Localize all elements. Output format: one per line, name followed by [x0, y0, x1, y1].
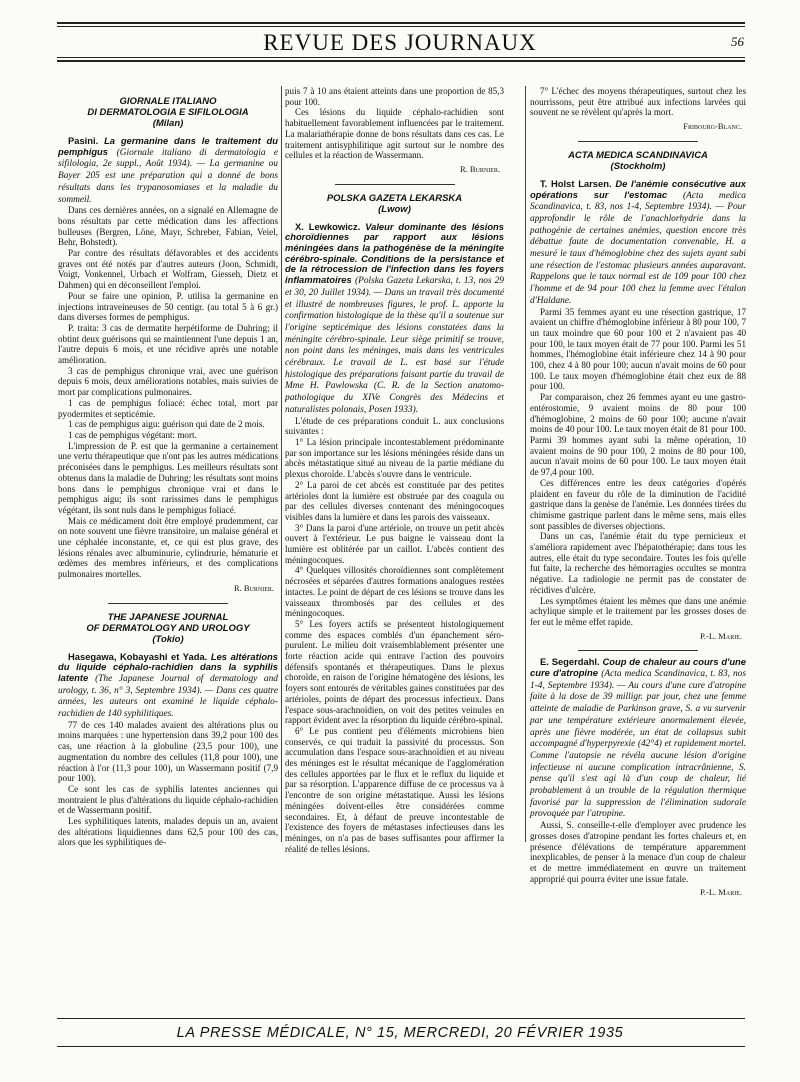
- article-abstract: [58, 652, 278, 720]
- article-reference: (Giornale italiano di dermatologia e sifilologia, 2e suppl., Août 1934). — La germanine ou Bayer 205 est une préparation qui a donné de bons résultats dans les trypanosomiases et la maladie du sommeil.: [58, 147, 278, 205]
- journal-heading: THE JAPANESE JOURNAL OF DERMATOLOGY AND UROLOGY (Tokio): [86, 611, 250, 645]
- header-rule-bottom-thin: [57, 57, 745, 58]
- footer-rule-top: [57, 1018, 745, 1019]
- paragraph: Dans ces dernières années, on a signalé en Allemagne de bons résultats par cette médication dans les affections bulleuses (Bergren, Löne, Mayr, Schreber, Fabian, Veiel, Behr, Bohstedt).: [58, 205, 278, 248]
- header-rule-bottom-thick: [57, 60, 745, 62]
- paragraph: P. traita: 3 cas de dermatite herpétiforme de Duhring; il obtint deux guérisons qui se maintiennent l'une depuis 1 an, l'autre depuis 6 mois, et une récidive après une notable amélioration.: [58, 322, 278, 366]
- header-rule-top-thin: [57, 26, 745, 27]
- paragraph: Dans un cas, l'anémie était du type pernicieux et s'améliora rapidement avec l'hépatothérapie; dans tous les autres, elle était du type secondaire. Toutes les fois qu'elle fut faite, la recherche des hémorragies occultes se montra négative. La radiologie ne permit pas de constater de récidives d'ulcère.: [530, 531, 746, 595]
- paragraph: 77 de ces 140 malades avaient des altérations plus ou moins marquées : une hypertension dans 39,2 pour 100 des cas, une réaction à la globuline (23,5 pour 100), une augmentation du nombre des cellules (11,8 pour 100), une réaction à l'or (11,3 pour 100), un Wassermann positif (7,9 pour 100).: [58, 719, 278, 784]
- column-right: [530, 86, 746, 906]
- section-separator: [335, 184, 455, 185]
- column-left: [58, 86, 278, 848]
- column-divider-right: [525, 86, 526, 842]
- article-author: X. Lewkowicz.: [295, 220, 361, 232]
- article-reference: (Acta medica Scandinavica, t. 83, nos 1-4, Septembre 1934). — Au cours d'une cure d'atropine faite à la dose de 39 milligr. par jour, chez une femme atteinte de maladie de Parkinson grave, S. a vu survenir par une température extérieure anormalement élevée, après une fièvre modérée, un état de collapsus subit accompagné d'hyperpyrexie (42°4) et rapidement mortel. Comme l'autopsie ne révéla aucune lésion d'origine infectieuse ni aucune complication intracrânienne, S. pense qu'il s'est agi là d'un coup de chaleur, lié probablement à un trouble de la régulation thermique favorisé par la suppression de l'élimination sudorale provoquée par l'atropine.: [530, 669, 746, 820]
- author-signature: R. Burnier.: [233, 582, 274, 593]
- article-author: Hasegawa, Kobayashi et Yada.: [68, 650, 208, 662]
- article-title: Coup de chaleur au cours d'une cure d'atropine: [530, 656, 747, 679]
- paragraph: Mais ce médicament doit être employé prudemment, car on note souvent une fièvre transitoire, un malaise général et une céphalée inconstante, et, ce qui est plus grave, des lésions rénales avec albuminurie, cylindrurie, hématurie et œdèmes des membres inférieurs, et des complications pulmonaires mortelles.: [58, 515, 278, 580]
- column-middle: [285, 86, 504, 854]
- article-title: La germanine dans le traitement du pemphigus: [58, 135, 278, 157]
- journal-heading: POLSKA GAZETA LEKARSKA (Lwow): [326, 192, 463, 215]
- header-rule-top-thick: [57, 22, 745, 24]
- article-abstract: [530, 657, 746, 820]
- paragraph: 2° La paroi de cet abcès est constituée par des petites artérioles dont la lumière est obstruée par des coagula ou par des cellules diverses contenant des méningocoques visibles dans la lumière et dans les parois des vaisseaux.: [285, 479, 504, 522]
- page-number: 56: [731, 34, 744, 49]
- paragraph: 3° Dans la paroi d'une artériole, on trouve un petit abcès ouvert à l'extérieur. Le pus baigne le vaisseau dont la lumière est oblitérée par un caillot. L'abcès contient des méningocoques.: [285, 522, 504, 565]
- article-reference: (Polska Gazeta Lekarska, t. 13, nos 29 et 30, 20 Juillet 1934). — Dans un travail très documenté et illustré de nombreuses figures, le prof. L. apporte la confirmation histologique de la thèse qu'il a soutenue sur l'origine septicémique des lésions constatées dans la méningite cérébro-spinale. Leur siège primitif se trouve, non point dans les méninges, mais dans les ventricules cérébraux. Le travail de L. est basé sur l'étude histologique des préparations faisant partie du travail de Mme H. Pawlowska (C. R. de la Section anatomo-pathologique du XIVe Congrès des Médecins et naturalistes polonais, Posen 1933).: [285, 276, 504, 415]
- paragraph: puis 7 à 10 ans étaient atteints dans une proportion de 85,3 pour 100.: [285, 86, 504, 107]
- article-author: E. Segerdahl.: [540, 656, 600, 668]
- section-separator: [578, 650, 698, 651]
- article-author: Pasini.: [68, 135, 99, 146]
- paragraph: Aussi, S. conseille-t-elle d'employer avec prudence les grosses doses d'atropine pendant les fortes chaleurs et, en présence d'élévations de température apparemment inexplicables, de penser à la menace d'un coup de chaleur et de mettre immédiatement en œuvre un traitement approprié qui pourra éviter une issue fatale.: [530, 820, 746, 884]
- paragraph: L'impression de P. est que la germanine a certainement une vertu thérapeutique que n'ont pas les autres médications préconisées dans le pemphigus. Les meilleurs résultats sont obtenus dans la maladie de Duhring; les résultats sont moins bons dans le pemphigus chronique vrai et dans le pemphigus aigu; ils sont rarissimes dans le pemphigus végétant, ils sont nuls dans le pemphigus foliacé.: [58, 440, 278, 515]
- paragraph: 7° L'échec des moyens thérapeutiques, surtout chez les nourrissons, peut être attribué aux infections larvées qui souvent ne se révèlent qu'après la mort.: [530, 86, 746, 118]
- journal-heading: ACTA MEDICA SCANDINAVICA (Stockholm): [568, 149, 708, 172]
- section-separator: [578, 141, 698, 142]
- page-header-title: REVUE DES JOURNAUX: [263, 30, 537, 55]
- page-footer: LA PRESSE MÉDICALE, N° 15, MERCREDI, 20 FÉVRIER 1935: [176, 1025, 624, 1041]
- journal-heading: GIORNALE ITALIANO DI DERMATOLOGIA E SIFILOLOGIA (Milan): [87, 96, 249, 129]
- paragraph: L'étude de ces préparations conduit L. aux conclusions suivantes :: [285, 415, 504, 437]
- article-title: De l'anémie consécutive aux opérations sur l'estomac: [530, 177, 746, 200]
- paragraph: Ce sont les cas de syphilis latentes anciennes qui montraient le plus d'altérations du liquide céphalo-rachidien et de Wassermann positif.: [58, 783, 278, 816]
- paragraph: 1 cas de pemphigus aigu: guérison qui date de 2 mois.: [68, 419, 265, 430]
- footer-rule-bottom: [57, 1046, 745, 1047]
- paragraph: Les symptômes étaient les mêmes que dans une anémie achylique simple et le traitement par les grosses doses de fer eut le même effet rapide.: [530, 595, 746, 627]
- paragraph: Pour se faire une opinion, P. utilisa la germanine en injections intraveineuses de 50 centigr. (au total 5 à 6 gr.) dans diverses formes de pemphigus.: [58, 290, 278, 323]
- article-abstract: [58, 136, 278, 205]
- paragraph: 3 cas de pemphigus chronique vrai, avec une guérison depuis 6 mois, deux améliorations notables, mais suivies de mort par complications pulmonaires.: [58, 365, 278, 398]
- section-separator: [108, 603, 228, 604]
- author-signature: P.-L. Marie.: [700, 887, 742, 898]
- author-signature: Fribourg-Blanc.: [683, 121, 742, 132]
- paragraph: 6° Le pus contient peu d'éléments microbiens bien conservés, ce qui traduit la passivité du processus. Son accumulation dans l'espace sous-arachnoïdien et au niveau des méninges est le résultat mécanique de l'agglomération des cellules apportées par le flux et le reflux du liquide et par sa résorption. L'apparence diffuse de ce processus va à l'encontre de son origine métastatique. Aussi les lésions méningées doivent-elles être considérées comme secondaires. Et, à défaut de preuve incontestable de l'existence des foyers de métastases infectieuses dans les méninges, on n'a pas de bases suffisantes pour affirmer la réalité de telles lésions.: [285, 725, 504, 854]
- paragraph: Par contre des résultats défavorables et des accidents graves ont été notés par d'autres auteurs (Joon, Schmidt, Voigt, Vonkennel, Urbach et Wolfram, Giesseh, Dietz et Dahmen) qui en déconseillent l'emploi.: [58, 248, 278, 291]
- paragraph: 1 cas de pemphigus foliacé: échec total, mort par pyodermites et septicémie.: [58, 397, 278, 419]
- article-reference: (Acta medica Scandinavica, t. 83, nos 1-4, Septembre 1934). — Pour approfondir le rôle de l'anachlorhydrie dans la pathogénie de certaines anémies, question encore très débattue faute de documentation convenable, H. a mesuré le taux d'hémoglobine chez des sujets ayant subi une résection de l'estomac plusieurs années auparavant. Rappelons que le taux normal est de 109 pour 100 chez l'homme et de 94 pour 100 chez la femme avec l'étalon d'Haldane.: [530, 190, 746, 306]
- paragraph: 5° Les foyers actifs se présentent histologiquement comme des espaces comblés d'un épanchement séro-purulent. Le milieu doit vraisemblablement présenter une forte réaction acide qui entrave l'action des pouvoirs défensifs spontanés et thérapeutiques. Dans le plexus choroïde, en raison de l'origine hématogène des lésions, les foyers sont entourés de véritables gaines constituées par des artérioles, points de départ des processus infectieux. Dans l'espace sous-arachnoïdien, on voit des petites veinules en rapport évident avec la résorption du liquide cérébro-spinal.: [285, 618, 504, 726]
- paragraph: Parmi 35 femmes ayant eu une résection gastrique, 17 avaient un chiffre d'hémoglobine inférieur à 80 pour 100, 7 un taux moindre que 60 pour 100 et 2 n'avaient pas 40 pour 100, le taux moyen était de 77 pour 100. Parmi les 51 hommes, l'hémoglobine était inférieure chez 14 à 90 pour 100, chez 4 à 80 pour 100; aucun n'avait moins de 60 pour 100. Le taux moyen d'hémoglobine était chez eux de 88 pour 100.: [530, 306, 746, 392]
- article-title: Les altérations du liquide céphalo-rachidien dans la syphilis latente: [58, 650, 278, 683]
- article-title: Valeur dominante des lésions choroïdiennes par rapport aux lésions méningées dans la pathogénèse de la méningite cérébro-spinale. Conditions de la persistance et de la rétrocession de l'infection dans les foyers inflammatoires: [285, 220, 505, 286]
- paragraph: 1 cas de pemphigus végétant: mort.: [68, 429, 197, 440]
- author-signature: P.-L. Marie.: [700, 630, 742, 641]
- paragraph: 1° La lésion principale incontestablement prédominante par son importance sur les lésions méningées réside dans un abcès métastatique situé au niveau de la partie médiane du plexus choroïde. L'abcès s'ouvre dans le ventricule.: [285, 436, 504, 480]
- article-reference: (The Japanese Journal of dermatology and urology, t. 36, n° 3, Septembre 1934). — Dans ces quatre années, les auteurs ont examiné le liquide céphalo-rachidien de 140 syphilitiques.: [58, 673, 278, 720]
- column-divider-left: [281, 86, 282, 842]
- paragraph: Les syphilitiques latents, malades depuis un an, avaient des altérations liquidiennes dans 62,5 pour 100 des cas, alors que les syphilitiques de-: [58, 816, 278, 848]
- author-signature: R. Burnier.: [459, 163, 500, 174]
- article-author: T. Holst Larsen.: [540, 177, 612, 189]
- paragraph: Ces lésions du liquide céphalo-rachidien sont habituellement favorablement influencées par le traitement. La malariathérapie donne de bons résultats dans ces cas. Le traitement antisyphilitique agit surtout sur le nombre des cellules et la réaction de Wassermann.: [285, 107, 504, 161]
- paragraph: 4° Quelques villosités choroïdiennes sont complètement nécrosées et séparées d'autres formations analogues restées intactes. Le point de départ de ces lésions se trouve dans les vaisseaux thrombosés par des cellules et des méningocoques.: [285, 565, 504, 619]
- article-abstract: [530, 179, 746, 307]
- paragraph: Par comparaison, chez 26 femmes ayant eu une gastro-entérostomie, 9 avaient moins de 80 pour 100 d'hémoglobine, 2 moins de 60 pour 100; aucune n'avait moins de 40 pour 100. Le taux moyen était de 81 pour 100. Parmi 39 hommes ayant subi la même opération, 10 avaient moins de 90 pour 100, 2 moins de 80 pour 100, aucun n'avait moins de 60 pour 100. Le taux moyen était de 97,4 pour 100.: [530, 392, 746, 478]
- article-abstract: [285, 222, 504, 416]
- paragraph: Ces différences entre les deux catégories d'opérés plaident en faveur du rôle de la diminution de l'acidité gastrique dans la genèse de l'anémie. Les données tirées du chimisme gastrique parlent dans le même sens, mais elles sont passibles de diverses objections.: [530, 477, 746, 531]
